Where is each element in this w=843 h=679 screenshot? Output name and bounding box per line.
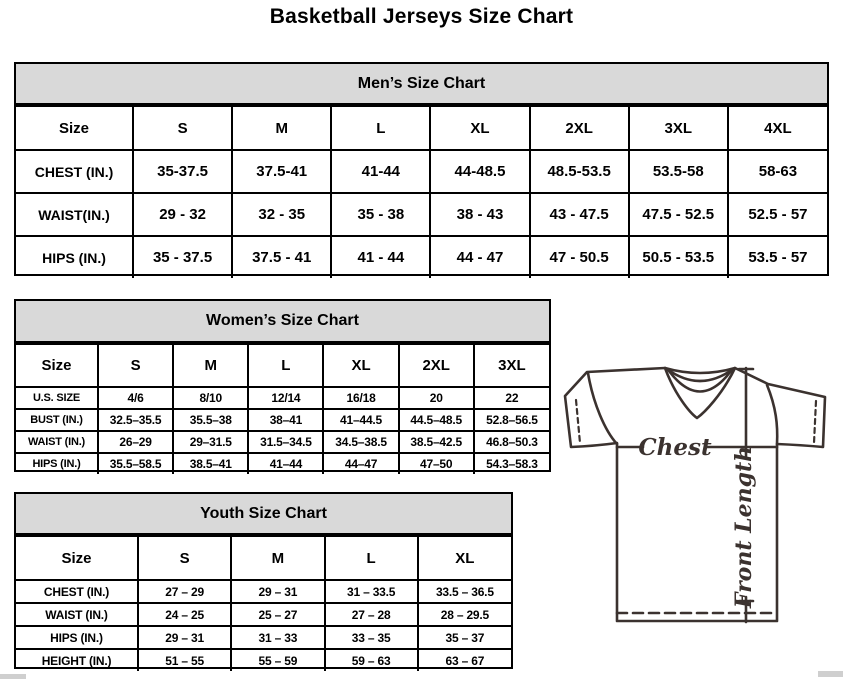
measurement-row-label: CHEST (IN.) bbox=[16, 580, 138, 603]
page-title: Basketball Jerseys Size Chart bbox=[269, 5, 574, 28]
measurement-value-cell: 37.5-41 bbox=[232, 150, 331, 193]
mens-size-chart bbox=[14, 62, 829, 276]
measurement-value-cell: 16/18 bbox=[323, 387, 398, 409]
measurement-value-cell: 29 – 31 bbox=[231, 580, 324, 603]
left-armhole-seam bbox=[588, 373, 617, 444]
measurement-value-cell: 44-48.5 bbox=[430, 150, 529, 193]
measurement-value-cell: 31.5–34.5 bbox=[248, 431, 323, 453]
mens-measurement-row bbox=[16, 236, 827, 278]
measurement-value-cell: 47.5 - 52.5 bbox=[629, 193, 728, 236]
youth-header-row bbox=[16, 536, 511, 580]
measurement-value-cell: 35 - 38 bbox=[331, 193, 430, 236]
measurement-value-cell: 55 – 59 bbox=[231, 649, 324, 671]
youth-measurement-row bbox=[16, 603, 511, 626]
womens-measurement-row bbox=[16, 387, 549, 409]
measurement-value-cell: 12/14 bbox=[248, 387, 323, 409]
womens-header-row bbox=[16, 344, 549, 387]
measurement-value-cell: 35.5–58.5 bbox=[98, 453, 173, 474]
measurement-row-label: HEIGHT (IN.) bbox=[16, 649, 138, 671]
size-header-2xl: 2XL bbox=[399, 344, 474, 387]
measurement-row-label: HIPS (IN.) bbox=[16, 236, 133, 278]
measurement-value-cell: 28 – 29.5 bbox=[418, 603, 511, 626]
measurement-value-cell: 47 - 50.5 bbox=[530, 236, 629, 278]
youth-size-chart bbox=[14, 492, 513, 669]
measurement-value-cell: 58-63 bbox=[728, 150, 827, 193]
measurement-value-cell: 34.5–38.5 bbox=[323, 431, 398, 453]
measurement-value-cell: 44.5–48.5 bbox=[399, 409, 474, 431]
scrollbar-corner-right[interactable] bbox=[818, 671, 843, 677]
youth-measurement-row bbox=[16, 626, 511, 649]
size-column-header: Size bbox=[16, 536, 138, 580]
measurement-value-cell: 44–47 bbox=[323, 453, 398, 474]
measurement-value-cell: 52.8–56.5 bbox=[474, 409, 549, 431]
measurement-value-cell: 22 bbox=[474, 387, 549, 409]
mens-size-table bbox=[16, 105, 827, 278]
horizontal-scrollbar-thumb-left[interactable] bbox=[0, 674, 26, 679]
measurement-value-cell: 29–31.5 bbox=[173, 431, 248, 453]
measurement-value-cell: 59 – 63 bbox=[325, 649, 418, 671]
size-header-xl: XL bbox=[323, 344, 398, 387]
measurement-value-cell: 38.5–42.5 bbox=[399, 431, 474, 453]
size-header-s: S bbox=[98, 344, 173, 387]
womens-measurement-row bbox=[16, 409, 549, 431]
size-header-m: M bbox=[173, 344, 248, 387]
measurement-value-cell: 38.5–41 bbox=[173, 453, 248, 474]
measurement-value-cell: 20 bbox=[399, 387, 474, 409]
size-header-s: S bbox=[133, 106, 232, 150]
womens-chart-title: Women’s Size Chart bbox=[16, 301, 549, 343]
measurement-value-cell: 46.8–50.3 bbox=[474, 431, 549, 453]
mens-measurement-row bbox=[16, 150, 827, 193]
right-armhole-seam bbox=[767, 385, 777, 444]
size-header-m: M bbox=[232, 106, 331, 150]
measurement-value-cell: 38 - 43 bbox=[430, 193, 529, 236]
size-header-2xl: 2XL bbox=[530, 106, 629, 150]
womens-measurement-row bbox=[16, 453, 549, 474]
measurement-value-cell: 27 – 28 bbox=[325, 603, 418, 626]
size-header-l: L bbox=[248, 344, 323, 387]
measurement-value-cell: 50.5 - 53.5 bbox=[629, 236, 728, 278]
size-column-header: Size bbox=[16, 344, 98, 387]
left-cuff-dashed-line bbox=[576, 400, 580, 443]
mens-chart-title: Men’s Size Chart bbox=[16, 64, 827, 105]
youth-chart-title: Youth Size Chart bbox=[16, 494, 511, 535]
measurement-row-label: WAIST(IN.) bbox=[16, 193, 133, 236]
measurement-value-cell: 52.5 - 57 bbox=[728, 193, 827, 236]
size-header-l: L bbox=[331, 106, 430, 150]
front-length-label: Front Length bbox=[731, 445, 757, 609]
measurement-value-cell: 33.5 – 36.5 bbox=[418, 580, 511, 603]
size-header-l: L bbox=[325, 536, 418, 580]
womens-measurement-row bbox=[16, 431, 549, 453]
chest-label: Chest bbox=[638, 434, 712, 461]
measurement-value-cell: 32.5–35.5 bbox=[98, 409, 173, 431]
size-header-s: S bbox=[138, 536, 231, 580]
measurement-value-cell: 53.5 - 57 bbox=[728, 236, 827, 278]
size-header-m: M bbox=[231, 536, 324, 580]
measurement-value-cell: 41–44 bbox=[248, 453, 323, 474]
size-header-xl: XL bbox=[430, 106, 529, 150]
measurement-value-cell: 4/6 bbox=[98, 387, 173, 409]
womens-size-table bbox=[16, 343, 549, 474]
youth-measurement-row bbox=[16, 580, 511, 603]
size-header-4xl: 4XL bbox=[728, 106, 827, 150]
measurement-value-cell: 63 – 67 bbox=[418, 649, 511, 671]
measurement-row-label: HIPS (IN.) bbox=[16, 626, 138, 649]
measurement-row-label: HIPS (IN.) bbox=[16, 453, 98, 474]
measurement-value-cell: 35 - 37.5 bbox=[133, 236, 232, 278]
measurement-value-cell: 27 – 29 bbox=[138, 580, 231, 603]
measurement-value-cell: 26–29 bbox=[98, 431, 173, 453]
measurement-value-cell: 31 – 33.5 bbox=[325, 580, 418, 603]
measurement-value-cell: 38–41 bbox=[248, 409, 323, 431]
measurement-value-cell: 51 – 55 bbox=[138, 649, 231, 671]
size-header-3xl: 3XL bbox=[474, 344, 549, 387]
size-header-3xl: 3XL bbox=[629, 106, 728, 150]
mens-header-row bbox=[16, 106, 827, 150]
measurement-value-cell: 41-44 bbox=[331, 150, 430, 193]
measurement-value-cell: 24 – 25 bbox=[138, 603, 231, 626]
measurement-value-cell: 29 - 32 bbox=[133, 193, 232, 236]
size-header-xl: XL bbox=[418, 536, 511, 580]
right-cuff-dashed-line bbox=[814, 401, 816, 443]
measurement-value-cell: 44 - 47 bbox=[430, 236, 529, 278]
youth-measurement-row bbox=[16, 649, 511, 671]
womens-size-chart bbox=[14, 299, 551, 472]
jersey-outline bbox=[565, 368, 825, 621]
measurement-value-cell: 8/10 bbox=[173, 387, 248, 409]
measurement-value-cell: 53.5-58 bbox=[629, 150, 728, 193]
measurement-value-cell: 32 - 35 bbox=[232, 193, 331, 236]
measurement-value-cell: 41 - 44 bbox=[331, 236, 430, 278]
youth-size-table bbox=[16, 535, 511, 671]
measurement-value-cell: 41–44.5 bbox=[323, 409, 398, 431]
measurement-row-label: U.S. SIZE bbox=[16, 387, 98, 409]
measurement-row-label: WAIST (IN.) bbox=[16, 431, 98, 453]
jersey-measurement-diagram bbox=[555, 355, 843, 679]
measurement-value-cell: 31 – 33 bbox=[231, 626, 324, 649]
measurement-value-cell: 37.5 - 41 bbox=[232, 236, 331, 278]
measurement-row-label: CHEST (IN.) bbox=[16, 150, 133, 193]
measurement-row-label: WAIST (IN.) bbox=[16, 603, 138, 626]
measurement-value-cell: 48.5-53.5 bbox=[530, 150, 629, 193]
measurement-value-cell: 47–50 bbox=[399, 453, 474, 474]
size-column-header: Size bbox=[16, 106, 133, 150]
measurement-value-cell: 25 – 27 bbox=[231, 603, 324, 626]
measurement-value-cell: 33 – 35 bbox=[325, 626, 418, 649]
measurement-value-cell: 43 - 47.5 bbox=[530, 193, 629, 236]
measurement-value-cell: 35-37.5 bbox=[133, 150, 232, 193]
measurement-value-cell: 35.5–38 bbox=[173, 409, 248, 431]
mens-measurement-row bbox=[16, 193, 827, 236]
measurement-value-cell: 29 – 31 bbox=[138, 626, 231, 649]
measurement-value-cell: 35 – 37 bbox=[418, 626, 511, 649]
measurement-row-label: BUST (IN.) bbox=[16, 409, 98, 431]
measurement-value-cell: 54.3–58.3 bbox=[474, 453, 549, 474]
